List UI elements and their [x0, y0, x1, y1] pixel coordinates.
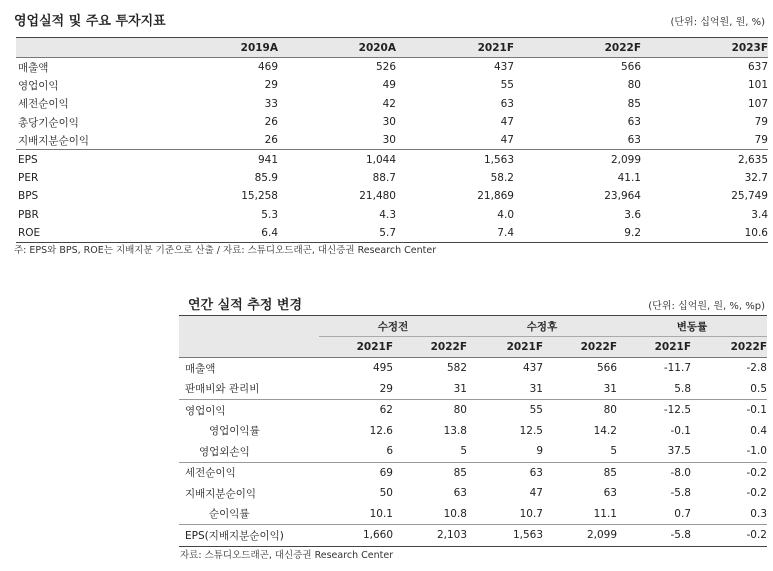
table1-note: 주: EPS와 BPS, ROE는 지배지분 기준으로 산출 / 자료: 스튜디오드래곤, 대신증권 Research Center	[14, 245, 437, 256]
row-label: 세전순이익	[18, 98, 69, 111]
table-row	[16, 169, 768, 187]
table-row	[179, 358, 767, 379]
table-cell: 13.8	[443, 424, 467, 437]
table-cell: 37.5	[667, 445, 691, 458]
table2-col-header: 2021F	[617, 337, 691, 358]
table-cell: 941	[136, 150, 278, 169]
table-cell: 4.0	[497, 208, 514, 221]
table-cell: 12.6	[369, 424, 393, 437]
row-label: 영업이익	[179, 400, 319, 421]
table-cell: 14.2	[593, 424, 617, 437]
table-cell: 1,563	[396, 150, 514, 169]
table-cell: 63	[500, 97, 514, 110]
table1	[16, 37, 768, 243]
table-cell: 2,635	[641, 150, 768, 169]
row-label: 총당기순이익	[18, 116, 79, 129]
table-cell: 9	[536, 445, 543, 458]
table-row	[16, 131, 768, 150]
table-cell: 63	[603, 487, 617, 500]
table2-header-blank	[179, 337, 319, 358]
table-cell: 5	[610, 445, 617, 458]
table-cell: 9.2	[514, 224, 641, 243]
table2-col-header: 2022F	[543, 337, 617, 358]
table-cell: 15,258	[241, 190, 278, 203]
table-cell: 88.7	[372, 171, 396, 184]
table-row	[179, 400, 767, 421]
table-cell: 3.4	[751, 208, 768, 221]
table2-col-header: 2022F	[691, 337, 767, 358]
table-cell: 79	[754, 134, 768, 147]
table-cell: 4.3	[379, 208, 396, 221]
row-label: ROE	[16, 224, 136, 243]
table-cell: 42	[382, 97, 396, 110]
table-cell: 526	[375, 61, 396, 74]
table-cell: 11.1	[593, 507, 617, 520]
table-cell: 6.4	[136, 224, 278, 243]
table-cell: 80	[393, 400, 467, 421]
table-cell: 10.1	[369, 507, 393, 520]
table1-title: 영업실적 및 주요 투자지표	[14, 14, 166, 29]
table-cell: 5.3	[261, 208, 278, 221]
table-cell: -0.2	[691, 462, 767, 483]
table-cell: 63	[627, 116, 641, 129]
table-row	[179, 525, 767, 547]
table-cell: 85.9	[254, 171, 278, 184]
table1-col-header: 2023F	[641, 38, 768, 58]
table1-header-row	[16, 38, 768, 58]
row-label: EPS(지배지분순이익)	[179, 525, 319, 547]
table-cell: -0.2	[691, 525, 767, 547]
table-cell: 12.5	[519, 424, 543, 437]
table-cell: 0.3	[750, 507, 767, 520]
table-row	[16, 76, 768, 94]
table2-col-header: 2021F	[467, 337, 543, 358]
table2-group-header: 수정후	[467, 316, 617, 337]
table-cell: 32.7	[744, 171, 768, 184]
table-cell: 47	[529, 487, 543, 500]
table-cell: 31	[603, 382, 617, 395]
table-cell: 10.6	[641, 224, 768, 243]
row-label: PBR	[18, 208, 39, 221]
table-cell: 30	[382, 134, 396, 147]
table-cell: 62	[319, 400, 393, 421]
table-cell: 41.1	[617, 171, 641, 184]
row-label: PER	[18, 171, 39, 184]
table-cell: -8.0	[617, 462, 691, 483]
table-cell: 63	[467, 462, 543, 483]
table-cell: 3.6	[624, 208, 641, 221]
table-row	[179, 379, 767, 400]
table-row	[179, 483, 767, 504]
table-row	[179, 462, 767, 483]
table1-header-blank	[16, 38, 136, 58]
table-cell: 63	[453, 487, 467, 500]
table-cell: 31	[453, 382, 467, 395]
table-cell: 7.4	[396, 224, 514, 243]
table1-col-header: 2019A	[136, 38, 278, 58]
table-cell: 107	[747, 97, 768, 110]
table-cell: 47	[500, 116, 514, 129]
row-label: 매출액	[18, 61, 49, 74]
table-cell: 47	[500, 134, 514, 147]
table-cell: 582	[446, 362, 467, 375]
table2-group-header: 변동률	[617, 316, 767, 337]
table-cell: -5.8	[617, 525, 691, 547]
table-cell: 21,869	[477, 190, 514, 203]
table-cell: 55	[500, 79, 514, 92]
table-cell: 566	[596, 362, 617, 375]
table-cell: 0.4	[750, 424, 767, 437]
table-cell: 101	[747, 79, 768, 92]
row-label: 영업이익	[18, 79, 59, 92]
table-cell: 49	[382, 79, 396, 92]
table-row	[16, 187, 768, 205]
table-cell: 637	[747, 61, 768, 74]
table1-col-header: 2020A	[278, 38, 396, 58]
table-cell: 469	[257, 61, 278, 74]
table-row	[16, 224, 768, 243]
table-cell: 30	[382, 116, 396, 129]
table-cell: -0.1	[670, 424, 691, 437]
table-cell: 23,964	[604, 190, 641, 203]
table-cell: 2,103	[393, 525, 467, 547]
table-cell: 6	[386, 445, 393, 458]
row-label: 영업이익률	[209, 425, 260, 438]
table-cell: 1,044	[278, 150, 396, 169]
table-cell: 495	[372, 362, 393, 375]
table2-col-header: 2021F	[319, 337, 393, 358]
table-cell: 5.8	[674, 382, 691, 395]
table-cell: 21,480	[359, 190, 396, 203]
table-cell: 10.7	[519, 507, 543, 520]
table1-unit: (단위: 십억원, 원, %)	[670, 17, 765, 28]
row-label: BPS	[18, 190, 39, 203]
table2-title: 연간 실적 추정 변경	[188, 298, 303, 313]
table-cell: 85	[393, 462, 467, 483]
table-cell: -0.1	[691, 400, 767, 421]
table-row	[16, 205, 768, 223]
table-cell: 33	[264, 97, 278, 110]
table-cell: 69	[319, 462, 393, 483]
table1-col-header: 2022F	[514, 38, 641, 58]
table-cell: 79	[754, 116, 768, 129]
table2-note: 자료: 스튜디오드래곤, 대신증권 Research Center	[180, 550, 394, 561]
row-label: 세전순이익	[179, 462, 319, 483]
table-row	[179, 441, 767, 462]
table-cell: 58.2	[490, 171, 514, 184]
row-label: EPS	[16, 150, 136, 169]
table-cell: 31	[529, 382, 543, 395]
table-cell: 2,099	[543, 525, 617, 547]
table-cell: 85	[627, 97, 641, 110]
table-cell: 566	[620, 61, 641, 74]
table-cell: -5.8	[670, 487, 691, 500]
table-cell: 5.7	[278, 224, 396, 243]
table-cell: 0.5	[750, 382, 767, 395]
table-cell: 26	[264, 116, 278, 129]
table-cell: 1,563	[467, 525, 543, 547]
table-cell: 85	[543, 462, 617, 483]
table-cell: 29	[264, 79, 278, 92]
table-row	[16, 113, 768, 131]
table-cell: 5	[460, 445, 467, 458]
table-row	[16, 150, 768, 169]
table-cell: -2.8	[746, 362, 767, 375]
table-cell: 437	[522, 362, 543, 375]
table-cell: 25,749	[731, 190, 768, 203]
table-cell: 80	[543, 400, 617, 421]
table-cell: 2,099	[514, 150, 641, 169]
table-cell: -11.7	[663, 362, 691, 375]
table-cell: 29	[379, 382, 393, 395]
table2-header-row	[179, 337, 767, 358]
table-cell: 1,660	[319, 525, 393, 547]
row-label: 판매비와 관리비	[185, 383, 260, 396]
table-cell: -12.5	[617, 400, 691, 421]
table-cell: 10.8	[443, 507, 467, 520]
table2-col-header: 2022F	[393, 337, 467, 358]
table-row	[179, 504, 767, 525]
table-cell: 26	[264, 134, 278, 147]
table-cell: 50	[379, 487, 393, 500]
table-row	[16, 95, 768, 113]
table2-header-blank	[179, 316, 319, 337]
row-label: 지배지분순이익	[18, 134, 90, 147]
table-row	[179, 421, 767, 442]
table2	[179, 315, 767, 547]
table-cell: 0.7	[674, 507, 691, 520]
table-row	[16, 58, 768, 77]
table-cell: 80	[627, 79, 641, 92]
table1-col-header: 2021F	[396, 38, 514, 58]
row-label: 매출액	[185, 362, 216, 375]
row-label: 지배지분순이익	[185, 487, 257, 500]
table2-unit: (단위: 십억원, 원, %, %p)	[648, 301, 765, 312]
row-label: 영업외손익	[199, 445, 250, 458]
table2-group-header: 수정전	[319, 316, 467, 337]
table-cell: 63	[627, 134, 641, 147]
table-cell: -1.0	[746, 445, 767, 458]
table2-group-header-row	[179, 316, 767, 337]
table-cell: -0.2	[746, 487, 767, 500]
table-cell: 437	[493, 61, 514, 74]
row-label: 순이익률	[209, 508, 250, 521]
table-cell: 55	[467, 400, 543, 421]
